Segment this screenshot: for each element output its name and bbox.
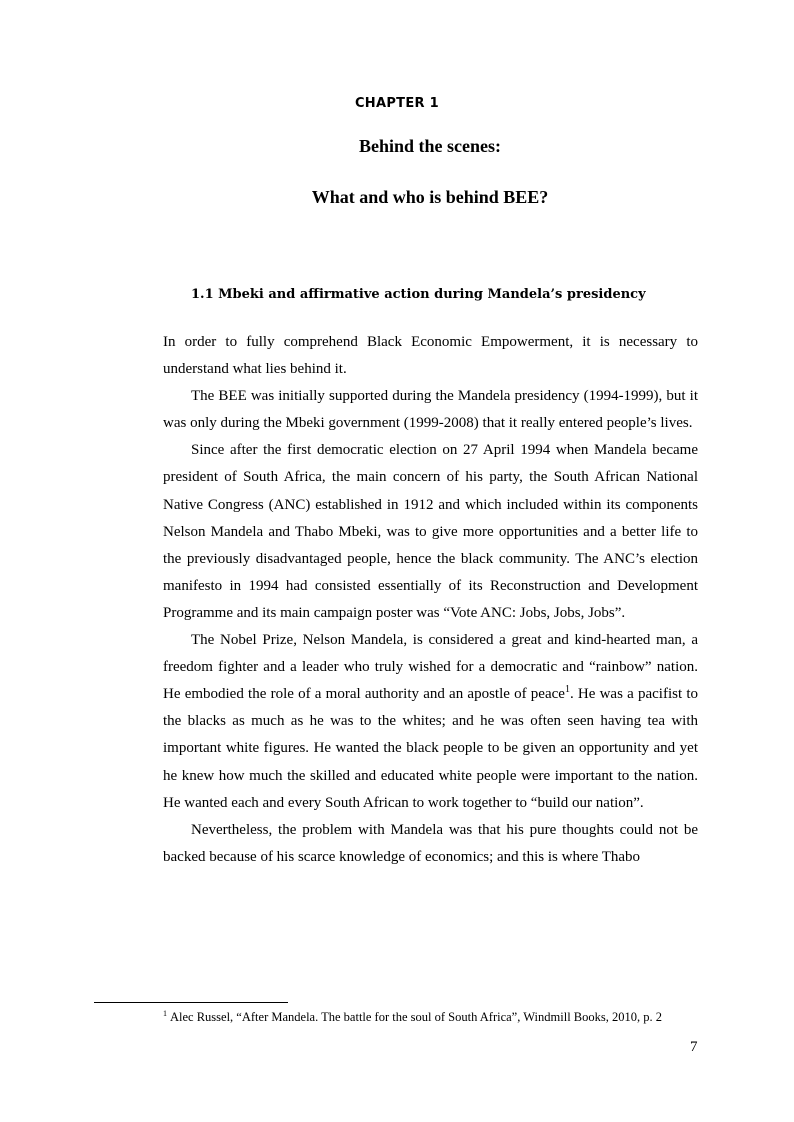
paragraph-2: The BEE was initially supported during the Mandela presidency (1994-1999), but it was only during the Mbeki government (1999-2008) that it really entered people’s lives. <box>163 388 698 432</box>
footnote <box>163 1009 723 1025</box>
chapter-title-line-2: What and who is behind BEE? <box>311 187 549 207</box>
paragraph-5: Nevertheless, the problem with Mandela was that his pure thoughts could not be backed because of his scarce knowledge of economics; and this is where Thabo <box>163 821 698 865</box>
paragraph-3: Since after the first democratic election on 27 April 1994 when Mandela became president of South Africa, the main concern of his party, the South African National Native Congress (ANC) established in 1912 and which included within its components Nelson Mandela and Thabo Mbeki, was to give more opportunities and a better life to the previously disadvantaged people, hence the black community. The ANC’s election manifesto in 1994 had consisted essentially of its Reconstruction and Development Programme and its main campaign poster was “Vote ANC: Jobs, Jobs, Jobs”. <box>163 442 698 621</box>
chapter-title-line-1: Behind the scenes: <box>358 136 501 156</box>
paragraph-4-text-a: The Nobel Prize, Nelson Mandela, is considered a great and kind-hearted man, a freedom fighter and a leader who truly wished for a democratic and “rainbow” nation. He embodied the role of a moral authority and an apostle of peace <box>163 632 698 703</box>
footnote-number: 1 <box>163 1009 167 1018</box>
body-text <box>163 329 698 871</box>
page-number: 7 <box>690 1039 698 1055</box>
footnote-text: Alec Russel, “After Mandela. The battle for the soul of South Africa”, Windmill Books, 2010, p. 2 <box>170 1010 662 1024</box>
footnote-reference[interactable]: 1 <box>564 684 570 696</box>
chapter-label: CHAPTER 1 <box>354 96 440 111</box>
paragraph-4 <box>163 627 698 817</box>
paragraph-4-text-b: . He was a pacifist to the blacks as much as he was to the whites; and he was often seen having tea with important white figures. He wanted the black people to be given an opportunity and yet he knew how much the skilled and educated white people were important to the nation. He wanted each and every South African to work together to “build our nation”. <box>163 686 699 811</box>
paragraph-1: In order to fully comprehend Black Economic Empowerment, it is necessary to understand what lies behind it. <box>163 334 698 378</box>
section-heading: 1.1 Mbeki and affirmative action during Mandela’s presidency <box>191 287 646 302</box>
footnote-separator <box>94 1002 288 1003</box>
